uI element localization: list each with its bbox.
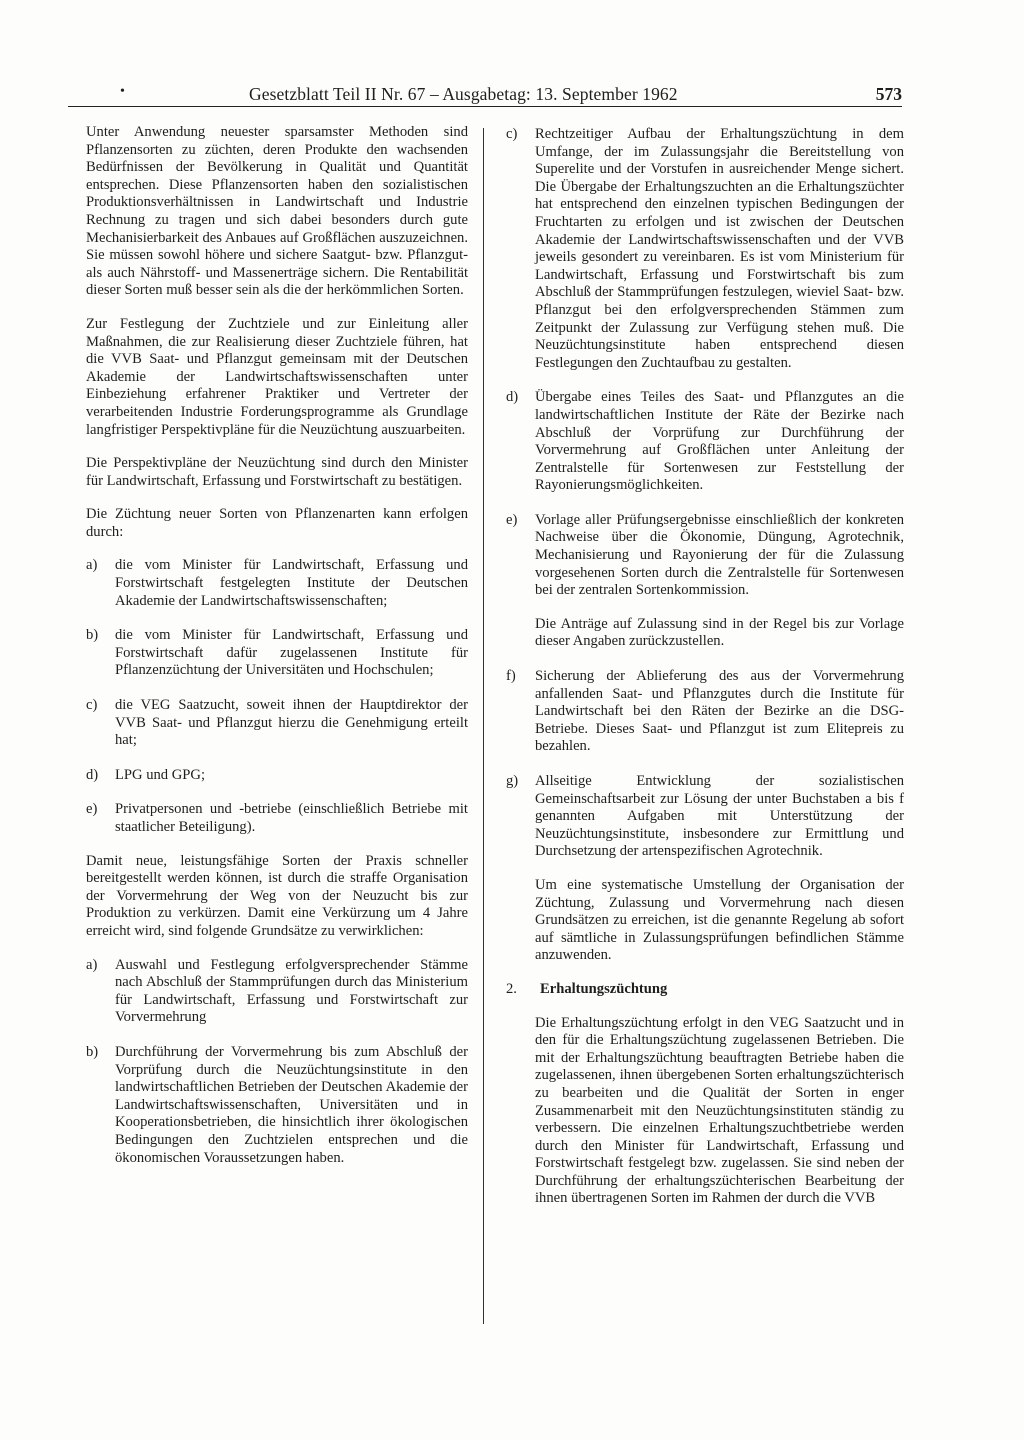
list-label: b) bbox=[86, 1043, 99, 1060]
list-text: Rechtzeitiger Aufbau der Erhaltungszüchtung in dem Umfange, der im Zulassungsjahr die Bereitstellung von Superelite und der Vorstufen in ausreichender Menge sichert. Die Übergabe der Erhaltungszuchten an die Erhaltungszüchter hat entsprechend den einzelnen typischen Bedingungen der Fruchtarten zu erfolgen und ist zwischen der Deutschen Akademie der Landwirtschaftswissenschaften und der VVB jeweils gesondert zu vereinbaren. Es ist vom Ministerium für Landwirtschaft, Erfassung und Forstwirtschaft bis zum Abschluß der Stammprüfungen festzulegen, wieviel Saat- bzw. Pflanzgut bei den erfolgversprechenden Stämmen zum Zeitpunkt der Zulassung zur Verfügung stehen muß. Die Neuzüchtungsinstitute haben entsprechend diesen Festlegungen den Zuchtaufbau zu gestalten. bbox=[535, 126, 904, 371]
paragraph: Die Züchtung neuer Sorten von Pflanzenarten kann erfolgen durch: bbox=[86, 506, 468, 540]
list-label: f) bbox=[506, 668, 516, 685]
list-item bbox=[506, 773, 904, 861]
page-number: 573 bbox=[875, 84, 902, 104]
list-label: a) bbox=[86, 956, 98, 973]
header-bullet: • bbox=[120, 84, 125, 99]
paragraph: Zur Festlegung der Zuchtziele und zur Einleitung aller Maßnahmen, die zur Realisierung dieser Zuchtziele führen, hat die VVB Saat- und Pflanzgut gemeinsam mit der Deutschen Akademie der Landwirtschaftswissenschaften unter Einbeziehung erfahrener Praktiker und Vertreter der verarbeitenden Industrie Forderungsprogramme als Grundlage langfristiger Perspektivpläne für die Neuzüchtung auszuarbeiten. bbox=[86, 315, 468, 438]
list-text: Allseitige Entwicklung der sozialistischen Gemeinschaftsarbeit zur Lösung der unter Buchstaben a bis f genannten Aufgaben mit Unterstützung der Neuzüchtungsinstitute, insbesondere zur Ermittlung und Durchsetzung der artenspezifischen Agrotechnik. bbox=[535, 773, 904, 860]
list-text: Auswahl und Festlegung erfolgversprechender Stämme nach Abschluß der Stammprüfungen durch das Ministerium für Landwirtschaft, Erfassung und Forstwirtschaft zur Vorvermehrung bbox=[115, 956, 468, 1026]
list-label: d) bbox=[86, 766, 99, 783]
list-text: Durchführung der Vorvermehrung bis zum Abschluß der Vorprüfung durch die Neuzüchtungsinstitute in den landwirtschaftlichen Betrieben der Deutschen Akademie der Landwirtschaftswissenschaften, Universitäten und in Kooperationsbetrieben, die hinsichtlich ihrer ökologischen Bedingungen den Zuchtzielen entsprechen und die ökonomischen Voraussetzungen haben. bbox=[115, 1043, 468, 1166]
section-title: Erhaltungszüchtung bbox=[540, 980, 668, 997]
page-header bbox=[68, 84, 902, 107]
list-label: c) bbox=[506, 126, 518, 142]
section-number: 2. bbox=[506, 980, 517, 997]
list-item bbox=[506, 389, 904, 495]
list-text: LPG und GPG; bbox=[115, 766, 206, 783]
list-label: c) bbox=[86, 697, 98, 714]
list-label: a) bbox=[86, 557, 98, 574]
list-text: die vom Minister für Landwirtschaft, Erfassung und Forstwirtschaft dafür zugelassenen Institute für Pflanzenzüchtung der Universitäten und Hochschulen; bbox=[115, 627, 468, 679]
paragraph: Die Anträge auf Zulassung sind in der Regel bis zur Vorlage dieser Angaben zurückzustellen. bbox=[535, 615, 904, 650]
list-item bbox=[506, 126, 904, 372]
list-text: die vom Minister für Landwirtschaft, Erfassung und Forstwirtschaft festgelegten Institute der Deutschen Akademie der Landwirtschaftswissenschaften; bbox=[115, 557, 468, 609]
list-text: Vorlage aller Prüfungsergebnisse einschließlich der konkreten Nachweise über die Ökonomie, Düngung, Agrotechnik, Mechanisierung und Rayonierung der für die Zulassung vorgesehenen Sorten durch die Zentralstelle für Sortenwesen bei der zentralen Sortenkommission. bbox=[535, 511, 904, 599]
header-title: Gesetzblatt Teil II Nr. 67 – Ausgabetag: 13. September 1962 bbox=[249, 84, 678, 104]
list-item bbox=[86, 1044, 468, 1167]
left-column bbox=[86, 124, 468, 1167]
paragraph: Damit neue, leistungsfähige Sorten der Praxis schneller bereitgestellt werden können, ist durch die straffe Organisation der Vorvermehrung der Weg von der Neuzucht bis zur Produktion zu verkürzen. Damit eine Verkürzung um 4 Jahre erreicht wird, sind folgende Grundsätze zu verwirklichen: bbox=[86, 852, 468, 939]
right-column bbox=[506, 126, 904, 1208]
list-item bbox=[86, 767, 468, 785]
list-item bbox=[86, 957, 468, 1027]
list-text: die VEG Saatzucht, soweit ihnen der Hauptdirektor der VVB Saat- und Pflanzgut hierzu die Genehmigung erteilt hat; bbox=[115, 697, 468, 749]
list-item bbox=[506, 668, 904, 756]
list-label: e) bbox=[506, 511, 518, 528]
list-text: Sicherung der Ablieferung des aus der Vorvermehrung anfallenden Saat- und Pflanzgutes durch die Institute für Landwirtschaft bei den Räten der Bezirke an die DSG-Betriebe. Dieses Saat- und Pflanzgut ist zum Elitepreis zu bezahlen. bbox=[535, 668, 904, 755]
paragraph: Die Perspektivpläne der Neuzüchtung sind durch den Minister für Landwirtschaft, Erfassung und Forstwirtschaft zu bestätigen. bbox=[86, 455, 468, 489]
list-item bbox=[86, 557, 468, 610]
list-item bbox=[86, 697, 468, 750]
list-label: e) bbox=[86, 801, 98, 818]
list-item bbox=[506, 512, 904, 600]
paragraph: Die Erhaltungszüchtung erfolgt in den VEG Saatzucht und in den für die Erhaltungszüchtung zugelassenen Betrieben. Die mit der Erhaltungszüchtung beauftragten Betriebe haben die zugelassenen, ihnen übergebenen Sorten erhaltungszüchterisch zu bearbeiten und die Qualität der Sorten in enger Zusammenarbeit mit den Neuzüchtungsinstituten ständig zu verbessern. Die einzelnen Erhaltungszuchtbetriebe werden durch den Minister für Landwirtschaft, Erfassung und Forstwirtschaft festgelegt bzw. zugelassen. Sie sind neben der Durchführung der erhaltungszüchterischen Bearbeitung der ihnen übertragenen Sorten im Rahmen der durch die VVB bbox=[535, 1014, 904, 1207]
column-divider bbox=[483, 128, 484, 1324]
list-label: b) bbox=[86, 627, 99, 644]
list-text: Privatpersonen und -betriebe (einschließlich Betriebe mit staatlicher Beteiligung). bbox=[115, 801, 468, 835]
list-item bbox=[86, 801, 468, 836]
section-heading bbox=[506, 981, 904, 999]
list-label: g) bbox=[506, 773, 519, 789]
list-item bbox=[86, 627, 468, 680]
list-label: d) bbox=[506, 389, 519, 406]
paragraph: Unter Anwendung neuester sparsamster Methoden sind Pflanzensorten zu züchten, deren Produkte den wachsenden Bedürfnissen der Bevölkerung in Qualität und Quantität entsprechen. Diese Pflanzensorten haben den sozialistischen Produktionsverhältnissen in Landwirtschaft und Industrie Rechnung zu tragen und sich dabei besonders durch gute Mechanisierbarkeit des Anbaues auf Großflächen auszuzeichnen. Sie müssen sowohl höhere und sichere Saatgut- bzw. Pflanzgut- als auch Nährstoff- und Massenerträge sichern. Die Rentabilität dieser Sorten muß besser sein als die der herkömmlichen Sorten. bbox=[86, 124, 468, 299]
list-text: Übergabe eines Teiles des Saat- und Pflanzgutes an die landwirtschaftlichen Institute der Räte der Bezirke nach Abschluß der Vorprüfung zur Durchführung der Vorvermehrung auf Großflächen unter Anleitung der Zentralstelle für Sortenwesen zur Feststellung der Rayonierungsmöglichkeiten. bbox=[535, 389, 904, 494]
paragraph: Um eine systematische Umstellung der Organisation der Züchtung, Zulassung und Vorvermehrung nach diesen Grundsätzen zu erreichen, ist die genannte Regelung ab sofort auf sämtliche in Zulassungsprüfungen befindlichen Stämme anzuwenden. bbox=[535, 876, 904, 964]
